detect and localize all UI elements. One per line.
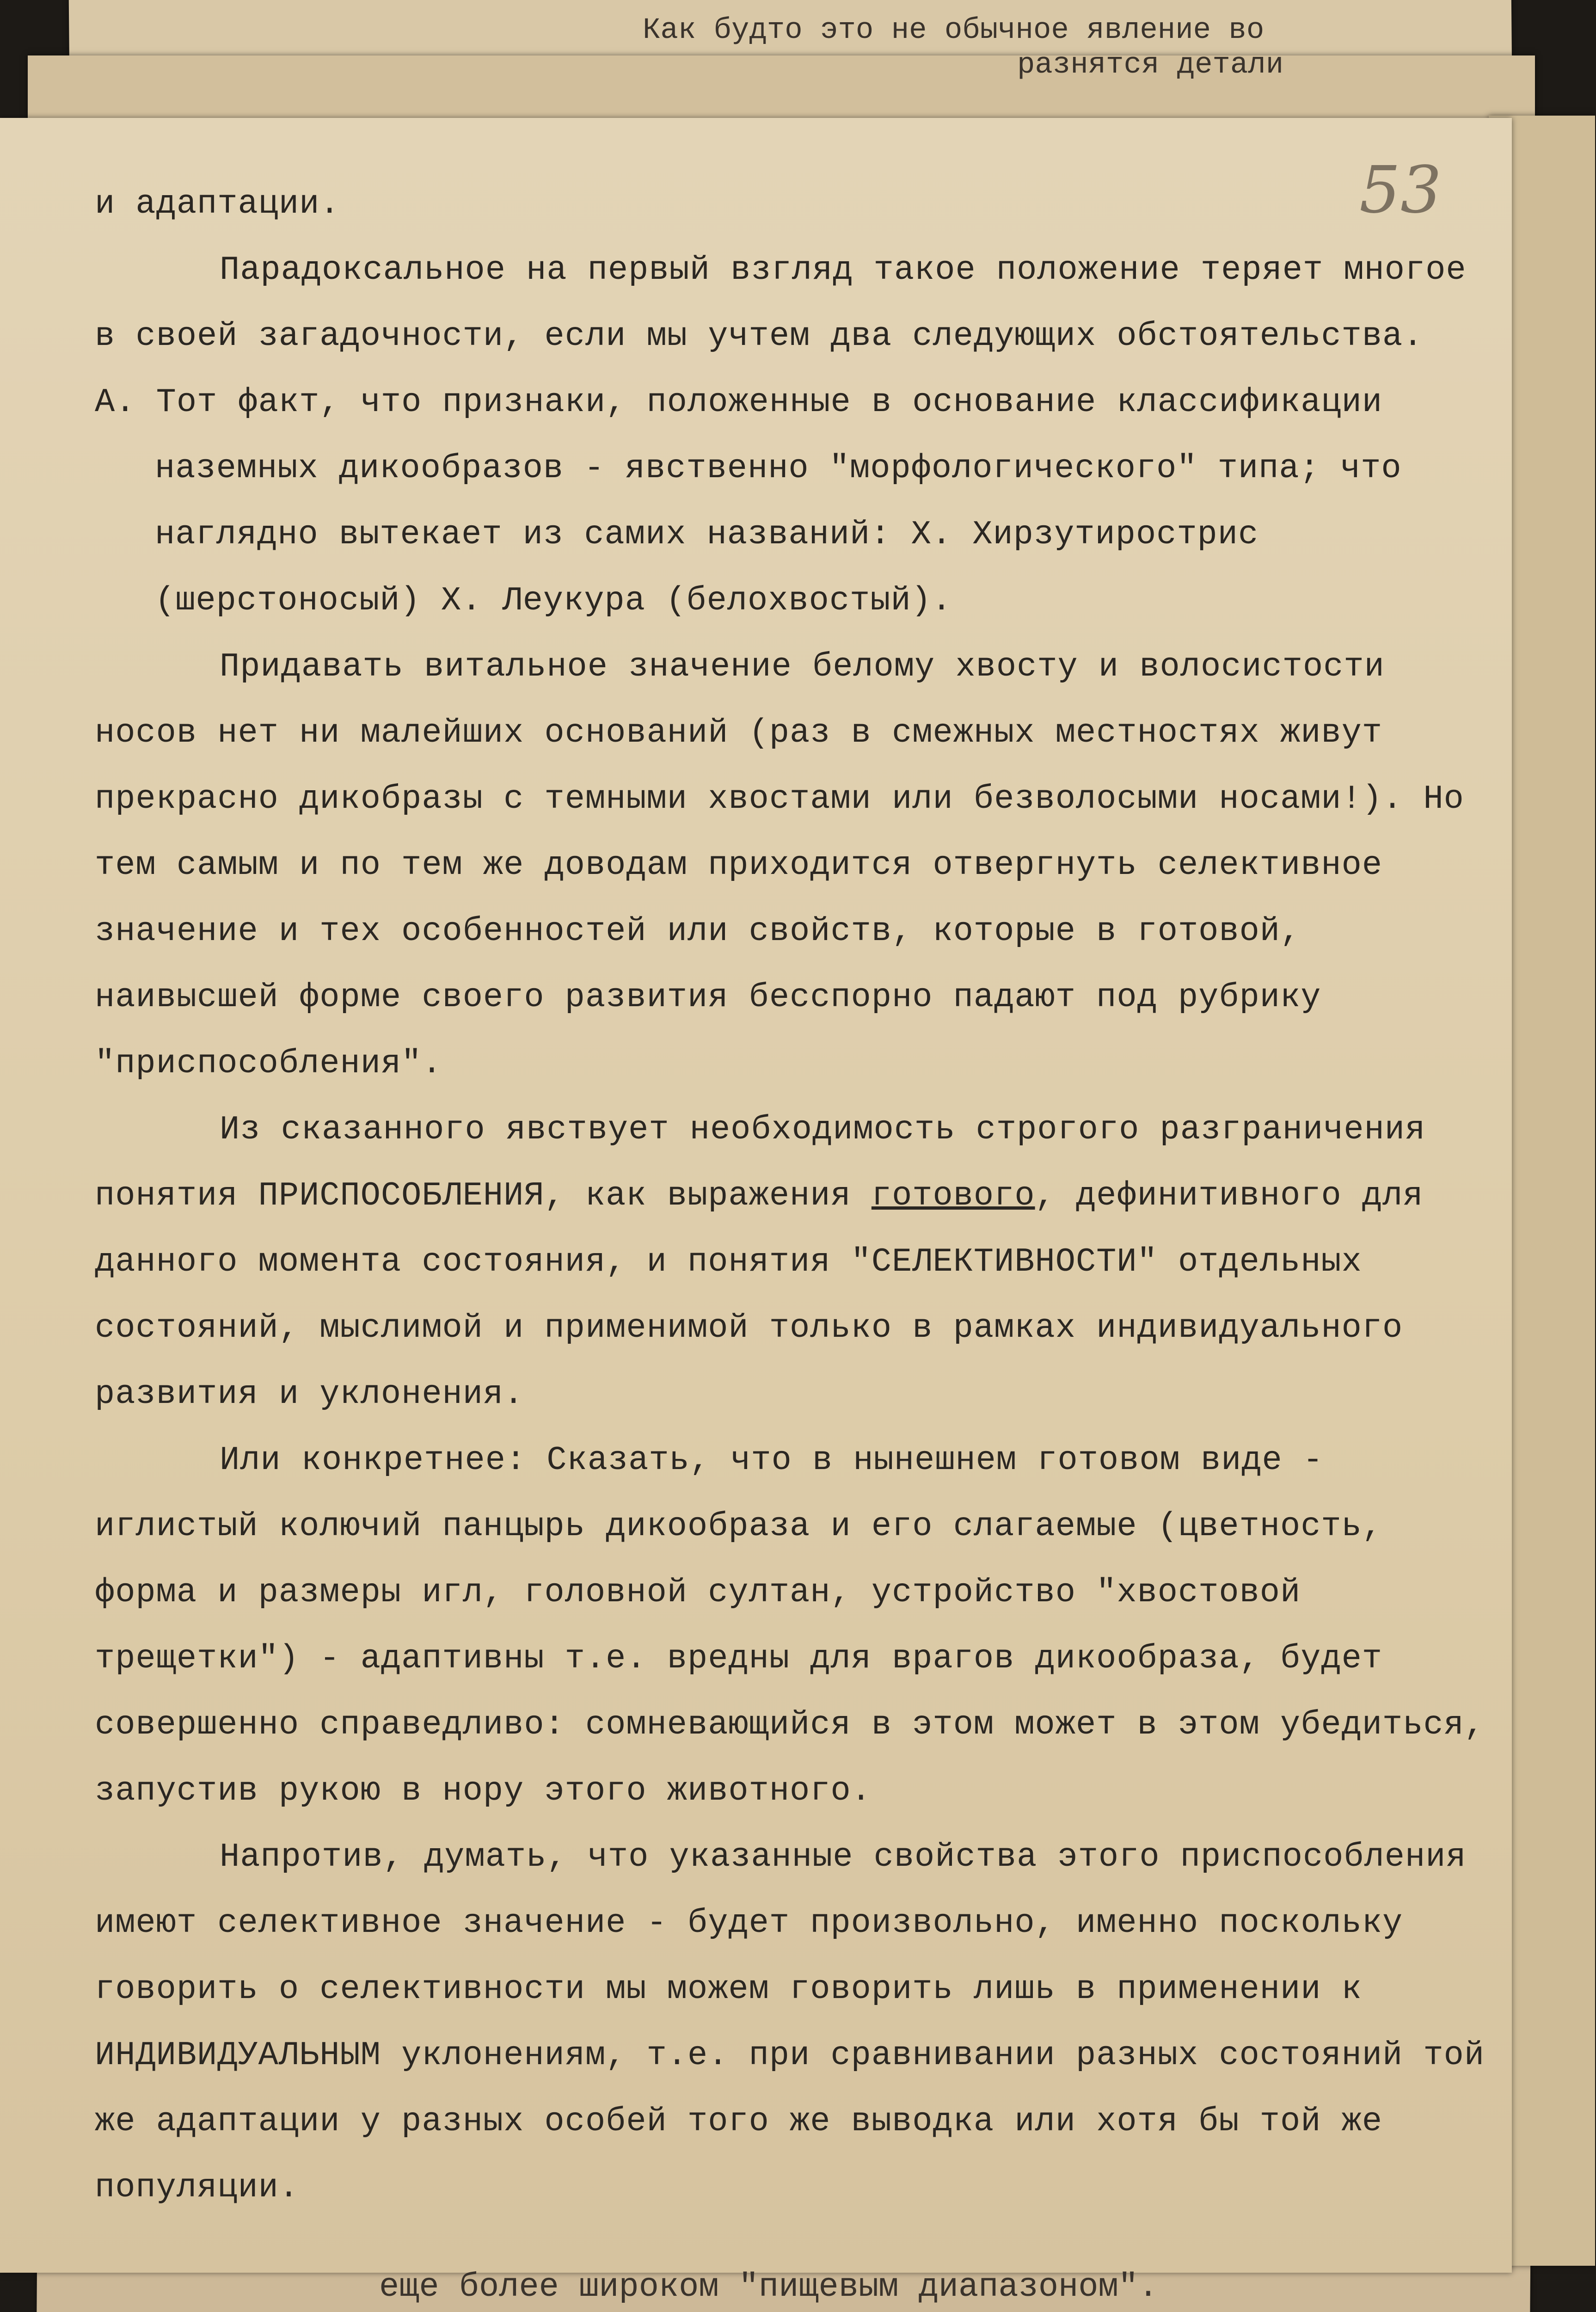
- paragraph-7: Напротив, думать, что указанные свойства этого приспособления имеют селективное значение - будет произвольно, именно поскольку говорить о селективности мы можем говорить лишь в применении к ИНДИВИДУАЛЬНЫМ уклонениям, т.е. при сравнивании разных состояний той же адаптации у разных особей того же выводка или хотя бы той же популяции.: [95, 1838, 1485, 2207]
- paragraph-3: А. Тот факт, что признаки, положенные в основание классификации наземных дикообразов - явственно "морфологического" типа; что наглядно вытекает из самих названий: Х. Хирзутирострис (шерстоносый) Х. Леукура (белохвостый).: [95, 383, 1402, 620]
- paragraph-6: Или конкретнее: Сказать, что в нынешнем готовом виде - иглистый колючий панцырь дикообраза и его слагаемые (цветность, форма и размеры игл, головной султан, устройство "хвостовой трещетки") - адаптивны т.е. вредны для врагов дикообраза, будет совершенно справедливо: сомневающийся в этом может в этом убедиться, запустив рукою в нору этого животного.: [95, 1441, 1485, 1810]
- top-edge-text-1: Как будто это не обычное явление во: [643, 14, 1265, 47]
- paragraph-5-text-after: , дефинитивного для данного момента состояния, и понятия "СЕЛЕКТИВНОСТИ" отдельных состояний, мыслимой и применимой только в рамках индивидуального развития и уклонения.: [95, 1177, 1424, 1413]
- page-number: 53: [1359, 153, 1442, 228]
- paragraph-2: Парадоксальное на первый взгляд такое положение теряет многое в своей загадочности, если мы учтем два следующих обстоятельства.: [95, 251, 1467, 355]
- document-body: [95, 171, 1486, 2221]
- top-edge-text-2: разнятся детали: [1017, 49, 1284, 82]
- paragraph-4: Придавать витальное значение белому хвосту и волосистости носов нет ни малейших оснований (раз в смежных местностях живут прекрасно дикобразы с темными хвостами или безволосыми носами!). Но тем самым и по тем же доводам приходится отвергнуть селективное значение и тех особенностей или свойств, которые в готовой, наивысшей форме своего развития бесспорно падают под рубрику "приспособления".: [95, 648, 1464, 1082]
- underlined-word: готового: [871, 1177, 1035, 1215]
- paragraph-5: [95, 1097, 1486, 1427]
- paragraph-1: и адаптации.: [95, 185, 340, 223]
- bottom-edge-text: еще более широком "пищевым диапазоном".: [379, 2268, 1159, 2306]
- paragraph-5-text: Из сказанного явствует необходимость строгого разграничения понятия ПРИСПОСОБЛЕНИЯ, как выражения: [95, 1111, 1426, 1215]
